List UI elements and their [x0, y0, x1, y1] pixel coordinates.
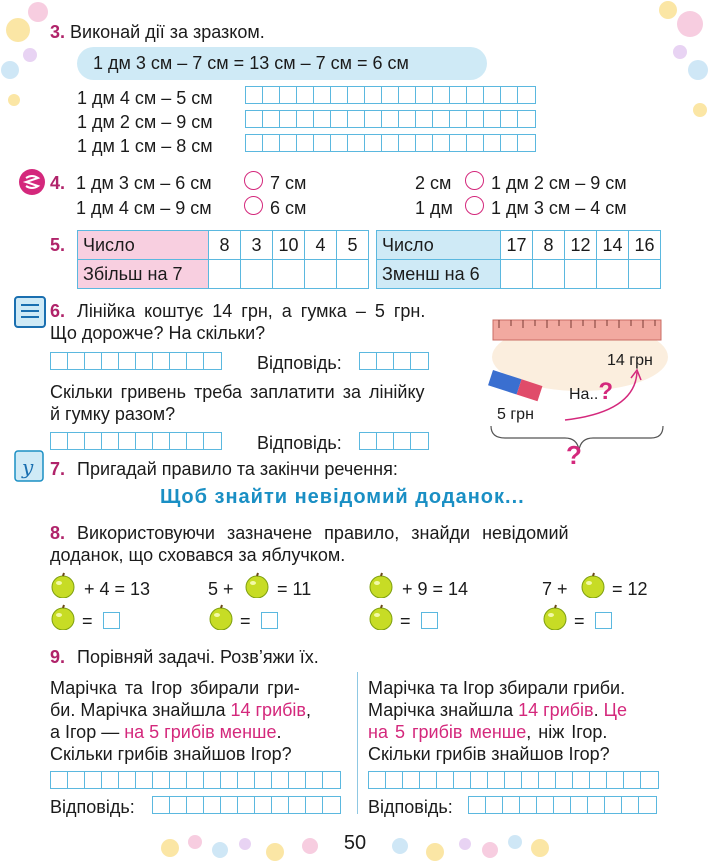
- grid-cell[interactable]: [518, 111, 535, 127]
- ex9-divider: [357, 672, 358, 814]
- grid-cell[interactable]: [153, 353, 170, 369]
- grid-cell[interactable]: [467, 135, 484, 151]
- corner-decoration-right: [640, 0, 710, 140]
- grid-cell[interactable]: [314, 87, 331, 103]
- ex8-answer-box-1[interactable]: [103, 612, 120, 629]
- grid-cell[interactable]: [360, 353, 377, 369]
- ex7-number: 7.: [50, 459, 66, 479]
- ex5-right-answer-cell[interactable]: [597, 260, 629, 289]
- price-ruler: 14 грн: [607, 352, 653, 369]
- grid-cell[interactable]: [467, 111, 484, 127]
- ex9-right-line-2a: Марічка знайшла: [368, 700, 519, 720]
- grid-cell[interactable]: [467, 87, 484, 103]
- grid-cell[interactable]: [518, 87, 535, 103]
- grid-cell[interactable]: [365, 87, 382, 103]
- grid-cell[interactable]: [484, 87, 501, 103]
- ex6-line-1: Лінійка коштує 14 грн, а гумка – 5 грн.: [77, 301, 426, 321]
- grid-cell[interactable]: [102, 772, 119, 788]
- ex7-title: Пригадай правило та закінчи речення:: [77, 459, 398, 479]
- grid-cell[interactable]: [539, 772, 556, 788]
- how-much-label: [569, 378, 614, 406]
- grid-cell[interactable]: [639, 797, 656, 813]
- ex5-left-value: 8: [209, 231, 241, 260]
- grid-cell[interactable]: [238, 797, 255, 813]
- grid-cell[interactable]: [348, 135, 365, 151]
- grid-cell[interactable]: [641, 772, 658, 788]
- ex9-left-line-2a: би. Марічка знайшла: [50, 700, 231, 720]
- ex9-right-answer-label: Відповідь:: [368, 797, 453, 817]
- grid-cell[interactable]: [85, 353, 102, 369]
- ex6-line-3: Скільки гривень треба заплатити за лінійку: [50, 382, 425, 402]
- ex4-item-1-left: 1 дм 3 см – 6 см: [76, 173, 212, 193]
- grid-cell[interactable]: [263, 87, 280, 103]
- ex5-right-value: 17: [501, 231, 533, 260]
- ex5-right-answer-cell[interactable]: [629, 260, 661, 289]
- grid-cell[interactable]: [170, 772, 187, 788]
- grid-cell[interactable]: [537, 797, 554, 813]
- grid-cell[interactable]: [484, 135, 501, 151]
- grid-cell[interactable]: [433, 135, 450, 151]
- grid-cell[interactable]: [153, 433, 170, 449]
- grid-cell[interactable]: [255, 772, 272, 788]
- ex3-answer-cells-1[interactable]: [245, 86, 536, 104]
- ex5-right-answer-cell[interactable]: [501, 260, 533, 289]
- grid-cell[interactable]: [331, 111, 348, 127]
- ex5-table-left: [77, 230, 369, 289]
- grid-cell[interactable]: [348, 87, 365, 103]
- grid-cell[interactable]: [416, 135, 433, 151]
- grid-cell[interactable]: [119, 772, 136, 788]
- ex3-header: [50, 21, 265, 43]
- grid-cell[interactable]: [416, 87, 433, 103]
- ex9-right-line-4: Скільки грибів знайшов Ігор?: [368, 744, 610, 764]
- apple-icon: [368, 604, 394, 630]
- ex5-left-value: 10: [273, 231, 305, 260]
- grid-cell[interactable]: [433, 87, 450, 103]
- grid-cell[interactable]: [556, 772, 573, 788]
- ex4-item-2-right: 6 см: [270, 198, 307, 218]
- grid-cell[interactable]: [588, 797, 605, 813]
- ex6-answer-label-2: Відповідь:: [257, 433, 342, 453]
- grid-cell[interactable]: [571, 797, 588, 813]
- apple-icon: [580, 572, 606, 598]
- grid-cell[interactable]: [170, 797, 187, 813]
- grid-cell[interactable]: [289, 797, 306, 813]
- grid-cell[interactable]: [386, 772, 403, 788]
- grid-cell[interactable]: [394, 353, 411, 369]
- grid-cell[interactable]: [394, 433, 411, 449]
- ex8-eq-4a: 7 +: [542, 579, 568, 599]
- grid-cell[interactable]: [85, 772, 102, 788]
- grid-cell[interactable]: [520, 797, 537, 813]
- grid-cell[interactable]: [204, 433, 221, 449]
- grid-cell[interactable]: [454, 772, 471, 788]
- grid-cell[interactable]: [365, 135, 382, 151]
- ex5-right-value: 14: [597, 231, 629, 260]
- ex8-eq-sign-4: =: [574, 611, 585, 631]
- ex6-solution-cells-2[interactable]: [50, 432, 222, 450]
- ex9-title: Порівняй задачі. Розв’яжи їх.: [77, 647, 319, 667]
- grid-cell[interactable]: [306, 797, 323, 813]
- grid-cell[interactable]: [323, 797, 340, 813]
- grid-cell[interactable]: [272, 772, 289, 788]
- ex6-line-2: Що дорожче? На скільки?: [50, 323, 266, 343]
- grid-cell[interactable]: [187, 772, 204, 788]
- grid-cell[interactable]: [51, 772, 68, 788]
- ex3-answer-cells-2[interactable]: [245, 110, 536, 128]
- grid-cell[interactable]: [605, 797, 622, 813]
- ex5-left-value: 5: [337, 231, 369, 260]
- grid-cell[interactable]: [238, 772, 255, 788]
- ex9-right-answer-cells[interactable]: [468, 796, 657, 814]
- grid-cell[interactable]: [505, 772, 522, 788]
- ex4-item-3-left: 2 см: [415, 173, 452, 193]
- page-number: 50: [343, 832, 367, 854]
- grid-cell[interactable]: [153, 797, 170, 813]
- ex9-left-answer-cells[interactable]: [152, 796, 341, 814]
- ex4-compare-circle-2[interactable]: [244, 196, 263, 215]
- grid-cell[interactable]: [622, 797, 639, 813]
- ex3-row-1: 1 дм 4 см – 5 см: [77, 88, 213, 108]
- grid-cell[interactable]: [221, 797, 238, 813]
- ex3-answer-cells-3[interactable]: [245, 134, 536, 152]
- grid-cell[interactable]: [187, 797, 204, 813]
- grid-cell[interactable]: [297, 111, 314, 127]
- ex9-left-line-3: [50, 721, 281, 743]
- grid-cell[interactable]: [450, 87, 467, 103]
- grid-cell[interactable]: [348, 111, 365, 127]
- ex5-right-value: 12: [565, 231, 597, 260]
- grid-cell[interactable]: [382, 135, 399, 151]
- grid-cell[interactable]: [360, 433, 377, 449]
- grid-cell[interactable]: [377, 433, 394, 449]
- grid-cell[interactable]: [221, 772, 238, 788]
- apple-icon: [244, 572, 270, 598]
- grid-cell[interactable]: [297, 135, 314, 151]
- grid-cell[interactable]: [369, 772, 386, 788]
- grid-cell[interactable]: [416, 111, 433, 127]
- grid-cell[interactable]: [450, 135, 467, 151]
- grid-cell[interactable]: [153, 772, 170, 788]
- grid-cell[interactable]: [420, 772, 437, 788]
- ex5-left-answer-cell[interactable]: [241, 260, 273, 289]
- grid-cell[interactable]: [331, 135, 348, 151]
- ex8-number: 8.: [50, 523, 66, 543]
- ex9-left-line-3a: а Ігор —: [50, 722, 125, 742]
- grid-cell[interactable]: [136, 772, 153, 788]
- how-much-question: ?: [598, 378, 614, 405]
- grid-cell[interactable]: [119, 433, 136, 449]
- ex8-answer-box-4[interactable]: [595, 612, 612, 629]
- ex5-right-answer-cell[interactable]: [533, 260, 565, 289]
- ex4-compare-circle-4[interactable]: [465, 196, 484, 215]
- ex9-left-line-3c: .: [276, 722, 282, 742]
- ex9-right-line-1: Марічка та Ігор збирали гриби.: [368, 678, 626, 698]
- ex9-left-line-4: Скільки грибів знайшов Ігор?: [50, 744, 292, 764]
- grid-cell[interactable]: [382, 87, 399, 103]
- ex8-line-1: Використовуючи зазначене правило, знайди невідомий: [77, 523, 569, 543]
- grid-cell[interactable]: [399, 135, 416, 151]
- grid-cell[interactable]: [136, 353, 153, 369]
- grid-cell[interactable]: [246, 111, 263, 127]
- ex5-table-right: [376, 230, 661, 289]
- grid-cell[interactable]: [469, 797, 486, 813]
- ex5-left-value: 4: [305, 231, 337, 260]
- ex8-eq-3: + 9 = 14: [402, 579, 469, 599]
- grid-cell[interactable]: [573, 772, 590, 788]
- rule-icon: [14, 450, 44, 482]
- grid-cell[interactable]: [170, 353, 187, 369]
- apple-icon: [208, 604, 234, 630]
- ex9-right-line-3: [368, 721, 607, 743]
- ex9-left-highlight-count: 14 грибів: [230, 700, 306, 720]
- ex8-eq-2a: 5 +: [208, 579, 234, 599]
- grid-cell[interactable]: [471, 772, 488, 788]
- grid-cell[interactable]: [314, 135, 331, 151]
- ex5-right-operation: Зменш на 6: [377, 260, 501, 289]
- grid-cell[interactable]: [437, 772, 454, 788]
- ex8-line-2: доданок, що сховався за яблучком.: [50, 545, 346, 565]
- grid-cell[interactable]: [450, 111, 467, 127]
- grid-cell[interactable]: [136, 433, 153, 449]
- grid-cell[interactable]: [377, 353, 394, 369]
- ex8-answer-box-3[interactable]: [421, 612, 438, 629]
- apple-icon: [50, 604, 76, 630]
- ex9-right-line-2: [368, 699, 627, 721]
- ex3-title: Виконай дії за зразком.: [70, 22, 265, 42]
- ex8-eq-sign-1: =: [82, 611, 93, 631]
- ex6-line-4: й гумку разом?: [50, 404, 176, 424]
- grid-cell[interactable]: [323, 772, 340, 788]
- grid-cell[interactable]: [68, 353, 85, 369]
- ex5-left-operation: Збільш на 7: [78, 260, 209, 289]
- ex7-rule: Щоб знайти невідомий доданок...: [160, 486, 525, 508]
- grid-cell[interactable]: [411, 433, 428, 449]
- ex8-eq-2b: = 11: [277, 579, 312, 599]
- ex4-item-4-right: 1 дм 3 см – 4 см: [491, 198, 627, 218]
- ex6-answer-label-1: Відповідь:: [257, 353, 342, 373]
- grid-cell[interactable]: [488, 772, 505, 788]
- grid-cell[interactable]: [68, 433, 85, 449]
- ex3-number: 3.: [50, 22, 66, 42]
- grid-cell[interactable]: [272, 797, 289, 813]
- ex4-item-2-left: 1 дм 4 см – 9 см: [76, 198, 212, 218]
- grid-cell[interactable]: [522, 772, 539, 788]
- ex5-left-answer-cell[interactable]: [273, 260, 305, 289]
- corner-decoration-left: [0, 0, 70, 120]
- ex9-right-line-3b: , ніж Ігор.: [526, 722, 608, 742]
- apple-icon: [542, 604, 568, 630]
- grid-cell[interactable]: [263, 135, 280, 151]
- grid-cell[interactable]: [297, 87, 314, 103]
- how-much-text: На..: [569, 386, 599, 403]
- grid-cell[interactable]: [365, 111, 382, 127]
- grid-cell[interactable]: [433, 111, 450, 127]
- ex4-compare-circle-3[interactable]: [465, 171, 484, 190]
- grid-cell[interactable]: [518, 135, 535, 151]
- ex5-number: 5.: [50, 235, 66, 255]
- grid-cell[interactable]: [246, 135, 263, 151]
- grid-cell[interactable]: [314, 111, 331, 127]
- grid-cell[interactable]: [102, 353, 119, 369]
- ex5-right-header: Число: [377, 231, 501, 260]
- grid-cell[interactable]: [204, 353, 221, 369]
- ex5-right-answer-cell[interactable]: [565, 260, 597, 289]
- ex3-example: 1 дм 3 см – 7 см = 13 см – 7 см = 6 см: [77, 47, 487, 80]
- grid-cell[interactable]: [484, 111, 501, 127]
- grid-cell[interactable]: [102, 433, 119, 449]
- grid-cell[interactable]: [399, 87, 416, 103]
- ex5-left-value: 3: [241, 231, 273, 260]
- ex9-right-line-2c: .: [593, 700, 604, 720]
- ex9-left-line-2: [50, 699, 311, 721]
- ex9-left-line-1: Марічка та Ігор збирали гри-: [50, 678, 300, 698]
- grid-cell[interactable]: [263, 111, 280, 127]
- ex9-left-line-2c: ,: [306, 700, 312, 720]
- ex5-left-answer-cell[interactable]: [337, 260, 369, 289]
- ex5-left-answer-cell[interactable]: [209, 260, 241, 289]
- ex8-eq-1: + 4 = 13: [84, 579, 151, 599]
- ex3-row-2: 1 дм 2 см – 9 см: [77, 112, 213, 132]
- grid-cell[interactable]: [255, 797, 272, 813]
- ex5-left-answer-cell[interactable]: [305, 260, 337, 289]
- ex8-eq-4b: = 12: [612, 579, 648, 599]
- price-eraser: 5 грн: [497, 406, 534, 423]
- grid-cell[interactable]: [403, 772, 420, 788]
- ex9-number: 9.: [50, 647, 66, 667]
- grid-cell[interactable]: [554, 797, 571, 813]
- grid-cell[interactable]: [289, 772, 306, 788]
- ex9-right-highlight-less: на 5 грибів менше: [368, 722, 527, 742]
- grid-cell[interactable]: [607, 772, 624, 788]
- grid-cell[interactable]: [501, 135, 518, 151]
- total-question: ?: [566, 440, 582, 470]
- ex8-eq-sign-2: =: [240, 611, 251, 631]
- grid-cell[interactable]: [280, 87, 297, 103]
- ex6-answer-cells-2[interactable]: [359, 432, 429, 450]
- ex4-item-3-right: 1 дм 2 см – 9 см: [491, 173, 627, 193]
- apple-icon: [50, 572, 76, 598]
- ex9-right-highlight-count: 14 грибів: [518, 700, 594, 720]
- grid-cell[interactable]: [382, 111, 399, 127]
- grid-cell[interactable]: [624, 772, 641, 788]
- ex9-left-solution-cells[interactable]: [50, 771, 341, 789]
- ex6-answer-cells-1[interactable]: [359, 352, 429, 370]
- grid-cell[interactable]: [119, 353, 136, 369]
- grid-cell[interactable]: [501, 111, 518, 127]
- grid-cell[interactable]: [331, 87, 348, 103]
- ex4-item-4-left: 1 дм: [415, 198, 453, 218]
- ex4-number-label: 4.: [50, 173, 66, 193]
- ex8-eq-sign-3: =: [400, 611, 411, 631]
- ex9-right-highlight-this: Це: [603, 700, 627, 720]
- grid-cell[interactable]: [503, 797, 520, 813]
- grid-cell[interactable]: [85, 433, 102, 449]
- grid-cell[interactable]: [170, 433, 187, 449]
- ex5-right-value: 8: [533, 231, 565, 260]
- svg-text:y: y: [22, 455, 34, 479]
- ex4-item-1-right: 7 см: [270, 173, 307, 193]
- grid-cell[interactable]: [306, 772, 323, 788]
- grid-cell[interactable]: [590, 772, 607, 788]
- grid-cell[interactable]: [280, 111, 297, 127]
- grid-cell[interactable]: [68, 772, 85, 788]
- ex6-solution-cells-1[interactable]: [50, 352, 222, 370]
- grid-cell[interactable]: [187, 353, 204, 369]
- grid-cell[interactable]: [501, 87, 518, 103]
- ex5-left-header: Число: [78, 231, 209, 260]
- ex5-right-value: 16: [629, 231, 661, 260]
- grid-cell[interactable]: [51, 433, 68, 449]
- ex9-left-highlight-less: на 5 грибів менше: [124, 722, 277, 742]
- grid-cell[interactable]: [399, 111, 416, 127]
- notebook-icon: [14, 296, 46, 328]
- ex9-left-answer-label: Відповідь:: [50, 797, 135, 817]
- grid-cell[interactable]: [280, 135, 297, 151]
- apple-icon: [368, 572, 394, 598]
- grid-cell[interactable]: [411, 353, 428, 369]
- grid-cell[interactable]: [486, 797, 503, 813]
- grid-cell[interactable]: [246, 87, 263, 103]
- grid-cell[interactable]: [51, 353, 68, 369]
- ex3-row-3: 1 дм 1 см – 8 см: [77, 136, 213, 156]
- ex4-compare-circle-1[interactable]: [244, 171, 263, 190]
- spiral-icon: [18, 168, 46, 196]
- ex6-number: 6.: [50, 301, 66, 321]
- grid-cell[interactable]: [187, 433, 204, 449]
- grid-cell[interactable]: [204, 772, 221, 788]
- grid-cell[interactable]: [204, 797, 221, 813]
- ex9-right-solution-cells[interactable]: [368, 771, 659, 789]
- ex8-answer-box-2[interactable]: [261, 612, 278, 629]
